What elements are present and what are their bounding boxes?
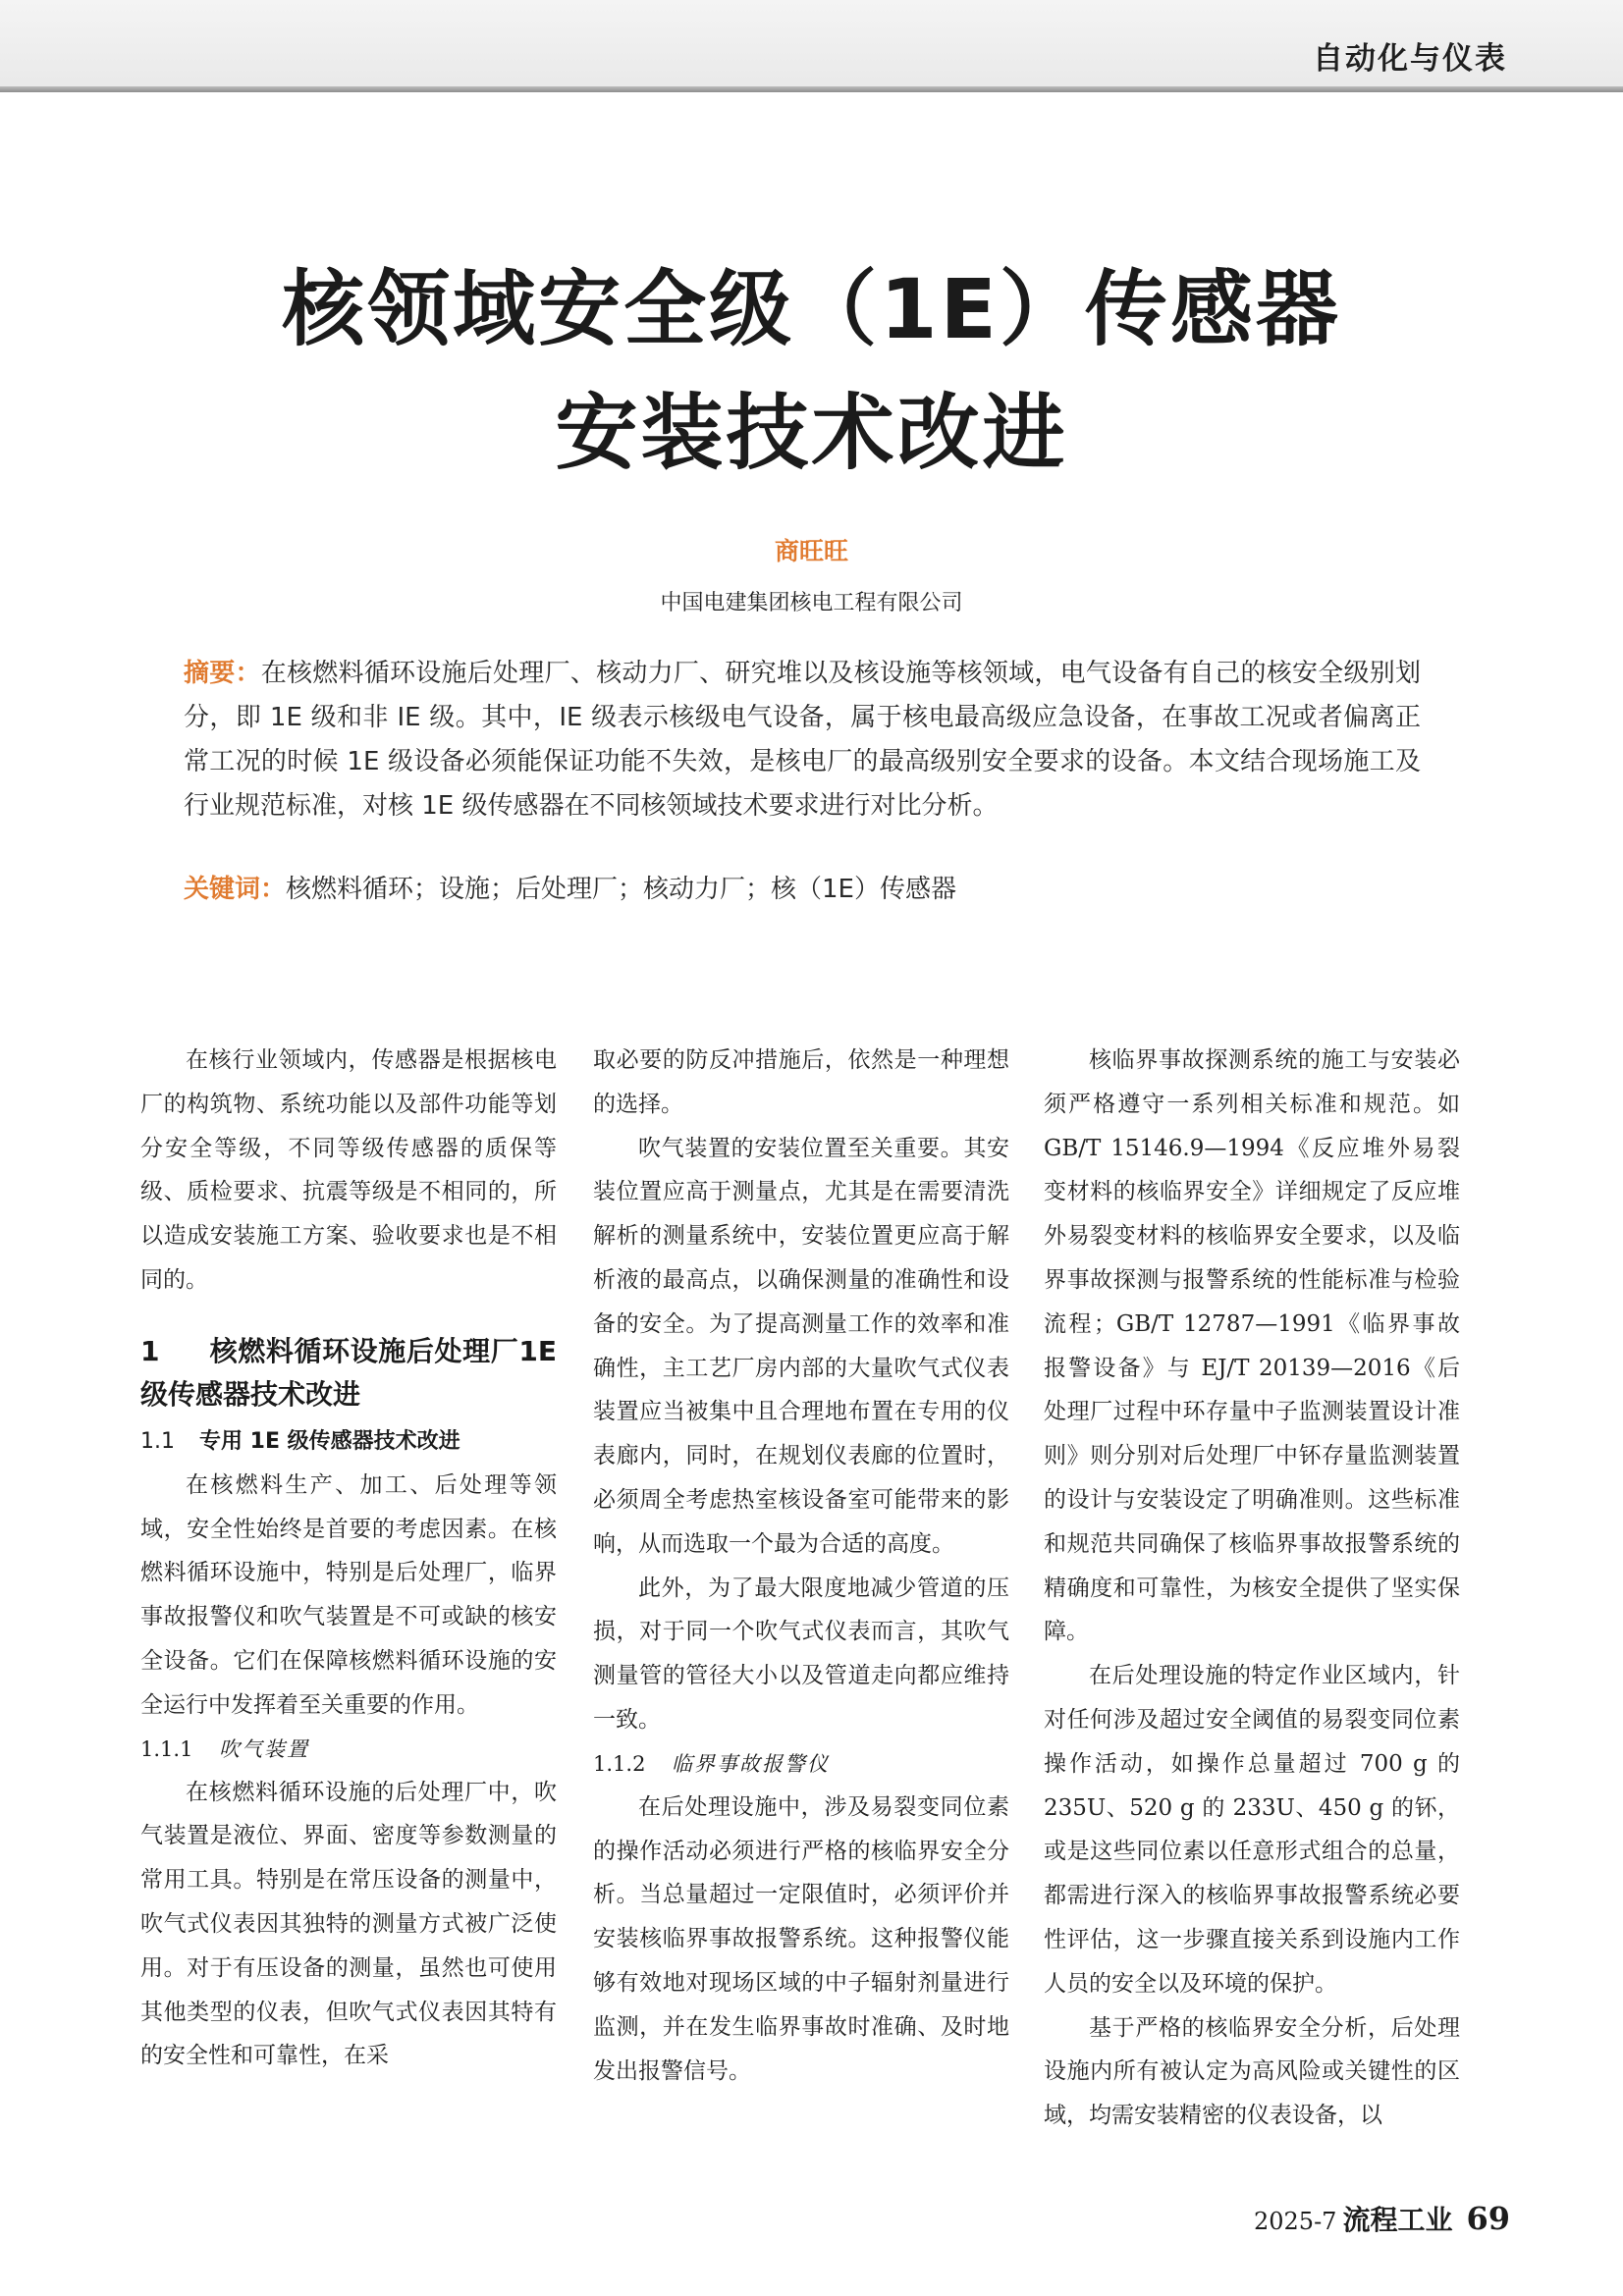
subsection-title: 专用 1E 级传感器技术改进 [199, 1428, 460, 1454]
subsubsection-number: 1.1.2 [593, 1751, 646, 1776]
subsection-number: 1.1 [140, 1428, 175, 1454]
header-rule [0, 86, 1623, 92]
paragraph: 在核燃料生产、加工、后处理等领域，安全性始终是首要的考虑因素。在核燃料循环设施中，特别是后处理厂，临界事故报警仪和吹气装置是不可或缺的核安全设备。它们在保障核燃料循环设施的安全运行中发挥着至关重要的作用。 [140, 1471, 557, 1718]
keywords [184, 868, 1421, 912]
paragraph-continued: 取必要的防反冲措施后，依然是一种理想的选择。 [593, 1047, 1009, 1117]
body-column-2 [593, 1039, 1009, 2093]
section-label: 自动化与仪表 [1313, 41, 1507, 77]
paragraph: 此外，为了最大限度地减少管道的压损，对于同一个吹气式仪表而言，其吹气测量管的管径大小以及管道走向都应维持一致。 [593, 1575, 1009, 1733]
author-affiliation: 中国电建集团核电工程有限公司 [660, 591, 963, 615]
body-column-1 [140, 1039, 557, 2078]
subsubsection-heading-1-1-2 [593, 1742, 1009, 1786]
section-heading-1 [140, 1330, 557, 1416]
paragraph: 核临界事故探测系统的施工与安装必须严格遵守一系列相关标准和规范。如 GB/T 15146.9—1994《反应堆外易裂变材料的核临界安全》详细规定了反应堆外易裂变材料的核临界安全要求，以及临界事故探测与报警系统的性能标准与检验流程；GB/T 12787—1991《临界事故报警设备》与 EJ/T 20139—2016《后处理厂过程中环存量中子监测装置设计准则》则分别对后处理厂中钚存量监测装置的设计与安装设定了明确准则。这些标准和规范共同确保了核临界事故报警系统的精确度和可靠性，为核安全提供了坚实保障。 [1044, 1047, 1460, 1645]
keywords-text: 核燃料循环；设施；后处理厂；核动力厂；核（1E）传感器 [286, 875, 956, 904]
subsection-heading-1-1 [140, 1420, 557, 1464]
subsubsection-title: 临界事故报警仪 [672, 1751, 830, 1776]
page-footer [1254, 2199, 1510, 2238]
paragraph: 基于严格的核临界安全分析，后处理设施内所有被认定为高风险或关键性的区域，均需安装精密的仪表设备，以 [1044, 2014, 1460, 2129]
subsubsection-title: 吹气装置 [219, 1736, 309, 1761]
body-column-3 [1044, 1039, 1460, 2138]
subsubsection-heading-1-1-1 [140, 1728, 557, 1771]
article-title [0, 247, 1623, 495]
issue-number: 2025-7 [1253, 2208, 1337, 2235]
paragraph: 在核行业领域内，传感器是根据核电厂的构筑物、系统功能以及部件功能等划分安全等级，不同等级传感器的质保等级、质检要求、抗震等级是不相同的，所以造成安装施工方案、验收要求也是不相同的。 [140, 1047, 557, 1293]
author-name: 商旺旺 [774, 537, 848, 565]
paragraph: 吹气装置的安装位置至关重要。其安装位置应高于测量点，尤其是在需要清洗解析的测量系统中，安装位置更应高于解析液的最高点，以确保测量的准确性和设备的安全。为了提高测量工作的效率和准确性，主工艺厂房内部的大量吹气式仪表装置应当被集中且合理地布置在专用的仪表廊内，同时，在规划仪表廊的位置时，必须周全考虑热室核设备室可能带来的影响，从而选取一个最为合适的高度。 [593, 1135, 1009, 1557]
section-number: 1 [140, 1334, 160, 1367]
subsubsection-number: 1.1.1 [140, 1736, 193, 1761]
abstract [184, 652, 1421, 828]
abstract-label: 摘要： [184, 659, 261, 688]
keywords-label: 关键词： [184, 875, 287, 904]
paragraph: 在后处理设施中，涉及易裂变同位素的操作活动必须进行严格的核临界安全分析。当总量超过一定限值时，必须评价并安装核临界事故报警系统。这种报警仪能够有效地对现场区域的中子辐射剂量进行监测，并在发生临界事故时准确、及时地发出报警信号。 [593, 1793, 1009, 2084]
abstract-text: 在核燃料循环设施后处理厂、核动力厂、研究堆以及核设施等核领域，电气设备有自己的核安全级别划分，即 1E 级和非 IE 级。其中，IE 级表示核级电气设备，属于核电最高级应急设备，在事故工况或者偏离正常工况的时候 1E 级设备必须能保证功能不失效，是核电厂的最高级别安全要求的设备。本文结合现场施工及行业规范标准，对核 1E 级传感器在不同核领域技术要求进行对比分析。 [184, 659, 1421, 821]
page-number: 69 [1466, 2200, 1510, 2237]
title-line-2: 安装技术改进 [555, 385, 1068, 481]
paragraph: 在核燃料循环设施的后处理厂中，吹气装置是液位、界面、密度等参数测量的常用工具。特别是在常压设备的测量中，吹气式仪表因其独特的测量方式被广泛使用。对于有压设备的测量，虽然也可使用其他类型的仪表，但吹气式仪表因其特有的安全性和可靠性，在采 [140, 1779, 557, 2069]
section-title: 核燃料循环设施后处理厂1E 级传感器技术改进 [140, 1334, 557, 1411]
journal-name: 流程工业 [1342, 2204, 1453, 2236]
paragraph: 在后处理设施的特定作业区域内，针对任何涉及超过安全阈值的易裂变同位素操作活动，如操作总量超过 700 g 的 235U、520 g 的 233U、450 g 的钚，或是这些同位素以任意形式组合的总量，都需进行深入的核临界事故报警系统必要性评估，这一步骤直接关系到设施内工作人员的安全以及环境的保护。 [1044, 1663, 1460, 1997]
title-line-1: 核领域安全级（1E）传感器 [282, 261, 1341, 357]
